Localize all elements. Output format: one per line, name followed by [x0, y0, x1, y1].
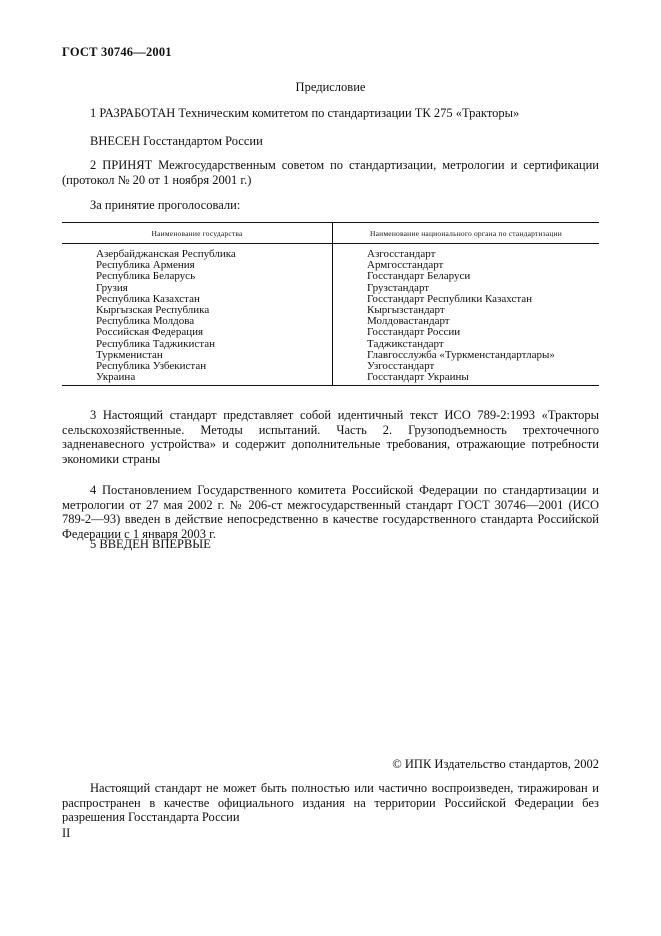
- table-cell-national-body: Госстандарт России: [367, 326, 461, 339]
- table-cell-national-body: Молдовастандарт: [367, 315, 450, 328]
- table-cell-state: Азербайджанская Республика: [96, 248, 236, 260]
- table-cell-state: Республика Казахстан: [96, 292, 200, 305]
- table-cell-state: Республика Молдова: [96, 315, 195, 328]
- table-column-states: [62, 244, 333, 386]
- table-cell-state: Республика Узбекистан: [96, 359, 207, 372]
- section-title: Предисловие: [295, 80, 366, 94]
- paragraph-introduced-first: 5 ВВЕДЕН ВПЕРВЫЕ: [90, 537, 211, 551]
- table-cell-national-body: Главгосслужба «Туркменстандартлары»: [367, 348, 555, 361]
- table-cell-national-body: Госстандарт Украины: [367, 371, 469, 384]
- table-cell-state: Республика Таджикистан: [96, 337, 215, 350]
- table-cell-state: Республика Беларусь: [96, 270, 196, 283]
- table-cell-state: Кыргызская Республика: [96, 303, 210, 316]
- table-cell-national-body: Таджикстандарт: [367, 337, 444, 350]
- voting-table: [62, 222, 599, 386]
- table-column-national-bodies: [333, 244, 600, 386]
- table-cell-national-body: Азгосстандарт: [367, 248, 436, 260]
- paragraph-developed-by: 1 РАЗРАБОТАН Техническим комитетом по стандартизации ТК 275 «Тракторы»: [90, 106, 520, 120]
- table-cell-national-body: Госстандарт Республики Казахстан: [367, 292, 533, 305]
- table-header-state: Наименование государства: [62, 223, 333, 244]
- paragraph-voted-for: За принятие проголосовали:: [90, 198, 241, 212]
- document-header: ГОСТ 30746—2001: [62, 45, 172, 59]
- copyright-notice: © ИПК Издательство стандартов, 2002: [392, 757, 599, 771]
- reproduction-notice: Настоящий стандарт не может быть полностью или частично воспроизведен, тиражирован и распространен в качестве официального издания на территории Российской Федерации без разрешения Госстандарта России: [62, 781, 599, 824]
- paragraph-adopted-by: 2 ПРИНЯТ Межгосударственным советом по стандартизации, метрологии и сертификации (протокол № 20 от 1 ноября 2001 г.): [62, 158, 599, 187]
- table-cell-state: Туркменистан: [96, 348, 163, 361]
- table-cell-state: Украина: [96, 371, 136, 384]
- table-cell-state: Республика Армения: [96, 259, 195, 272]
- page-number: II: [62, 826, 71, 840]
- table-cell-national-body: Армгосстандарт: [367, 259, 444, 272]
- paragraph-introduced-by: ВНЕСЕН Госстандартом России: [90, 134, 263, 148]
- table-cell-state: Российская Федерация: [96, 326, 204, 339]
- paragraph-decree: 4 Постановлением Государственного комитета Российской Федерации по стандартизации и метрологии от 27 мая 2002 г. № 206-ст межгосударственный стандарт ГОСТ 30746—2001 (ИСО 789-2—93) введен в действие непосредственно в качестве государственного стандарта Российской Федерации с 1 января 2003 г.: [62, 483, 599, 541]
- table-cell-national-body: Грузстандарт: [367, 281, 430, 294]
- table-cell-state: Грузия: [96, 281, 128, 294]
- table-cell-national-body: Узгосстандарт: [367, 359, 435, 372]
- table-header-national-body: Наименование национального органа по стандартизации: [333, 223, 600, 244]
- table-cell-national-body: Госстандарт Беларуси: [367, 270, 471, 283]
- table-cell-national-body: Кыргызстандарт: [367, 303, 445, 316]
- paragraph-identical-text: 3 Настоящий стандарт представляет собой идентичный текст ИСО 789-2:1993 «Тракторы сельскохозяйственные. Методы испытаний. Часть 2. Грузоподъемность трехточечного задненавесного устройства» и содержит дополнительные требования, отражающие потребности экономики страны: [62, 408, 599, 466]
